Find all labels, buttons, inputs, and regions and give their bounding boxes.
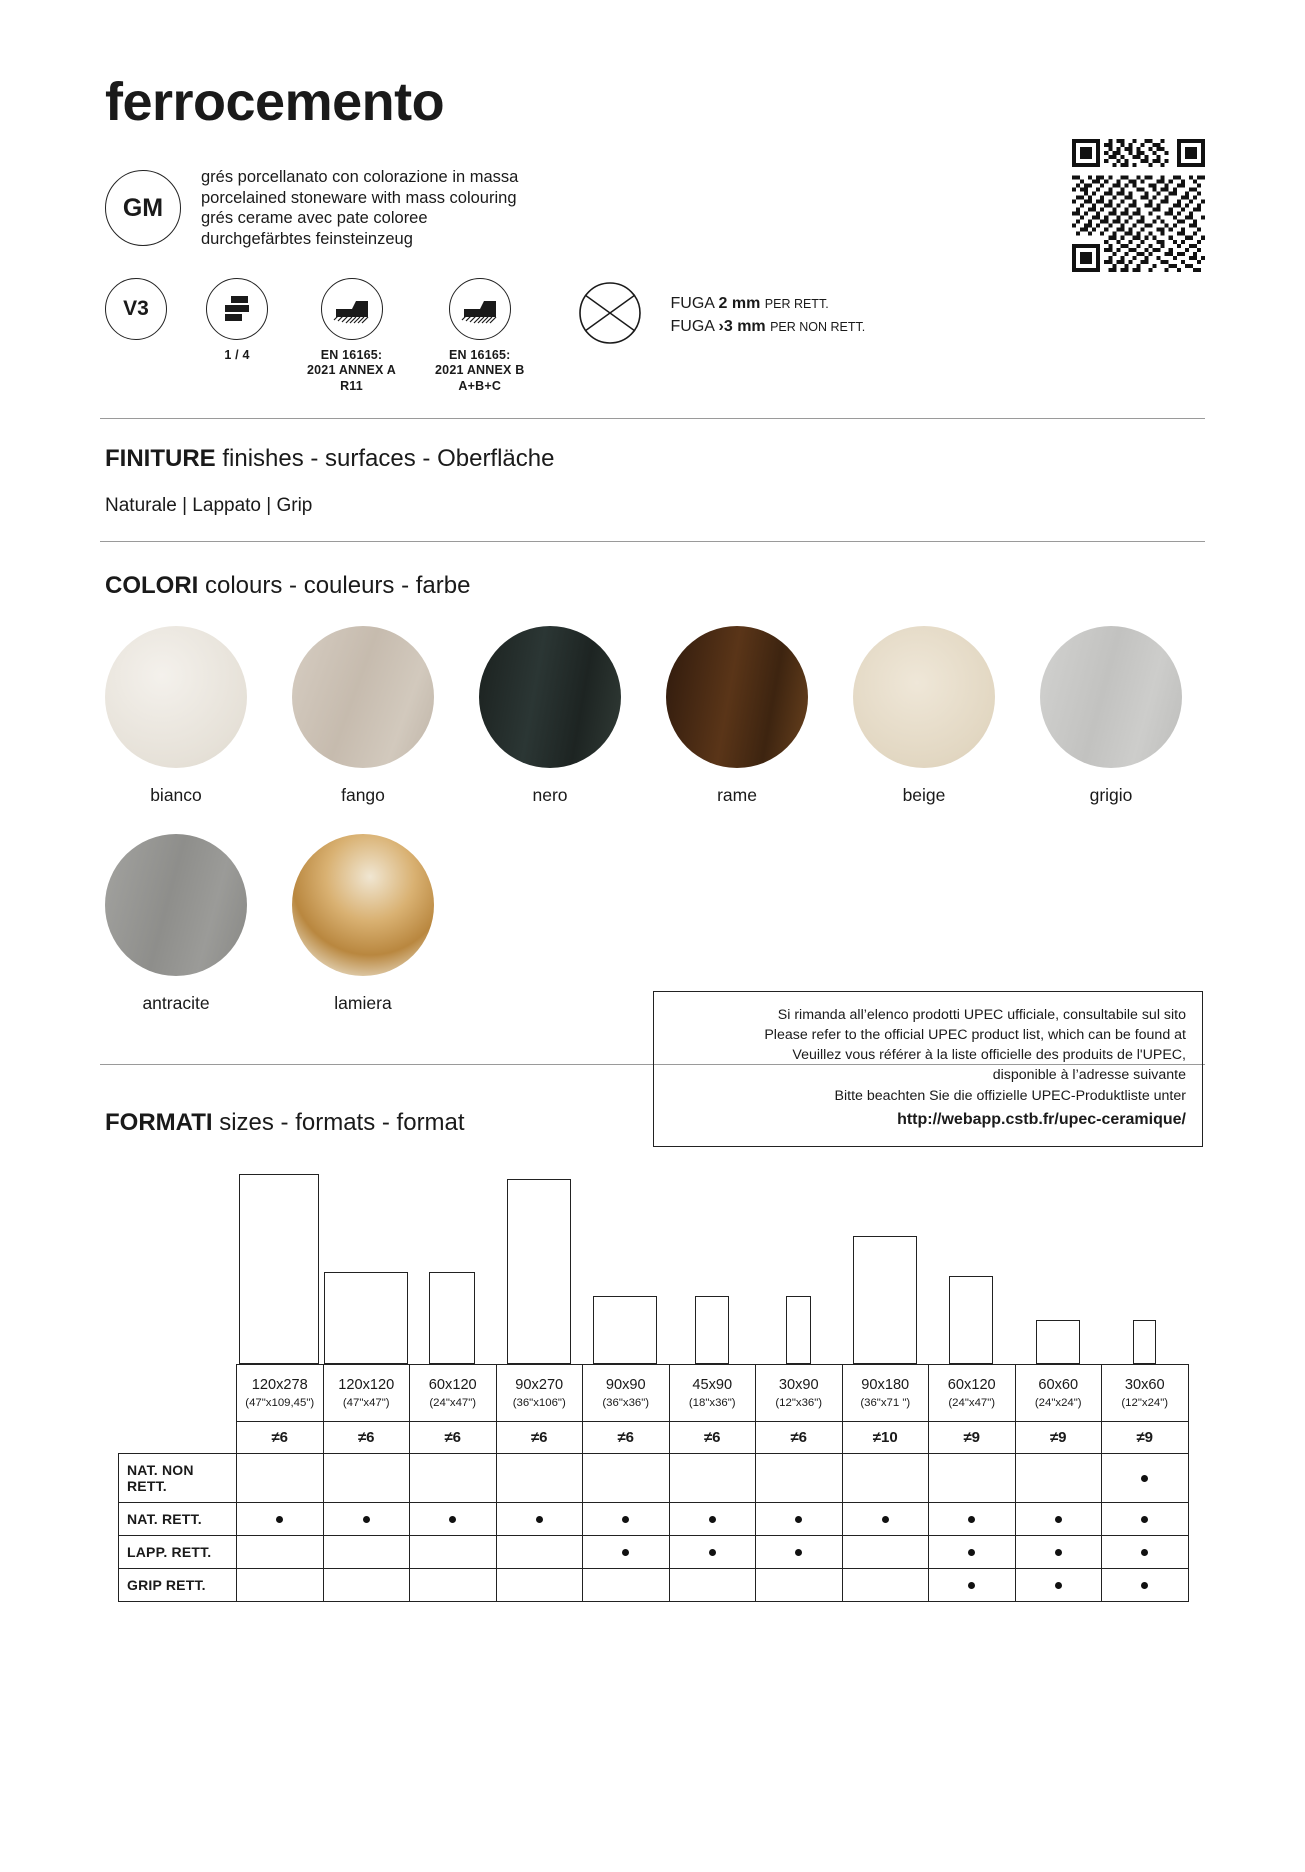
joint-note-2: PER NON RETT. [770,320,866,334]
availability-dot [709,1516,716,1523]
upec-url-link[interactable]: http://webapp.cstb.fr/upec-ceramique/ [897,1110,1186,1128]
finish-row-label: NAT. NON RETT. [119,1454,237,1503]
swatch-disc-bianco [105,626,247,768]
finishes-heading [105,445,1205,473]
thickness-value: ≠6 [583,1422,670,1454]
availability-cell [496,1536,583,1569]
table-row [119,1454,1189,1503]
tile-shape [1133,1320,1156,1364]
availability-dot [1141,1582,1148,1589]
finishes-heading-rest: finishes - surfaces - Oberfläche [215,445,555,473]
availability-cell [842,1503,929,1536]
tile-silhouettes [236,1159,1205,1364]
size-value: 30x90 [778,1377,819,1394]
slip-b-caption [435,348,524,395]
joint-line-2 [671,315,866,338]
size-inches: (47"x47") [342,1397,390,1410]
availability-cell [929,1503,1016,1536]
swatch-disc-beige [853,626,995,768]
tile-cell [755,1296,842,1364]
swatch-label: rame [717,785,757,806]
colours-heading [105,572,1205,600]
tile-cell [409,1272,496,1364]
tile-shape [429,1272,475,1364]
finishes-section [105,445,1205,517]
header-spacer [119,1365,237,1422]
size-inches: (18"x36") [688,1397,736,1410]
slip-a-line1: EN 16165: [320,347,383,362]
size-value: 60x120 [428,1377,477,1394]
availability-cell [583,1569,670,1602]
size-header [929,1365,1016,1422]
table-row [119,1536,1189,1569]
thickness-value: ≠6 [323,1422,410,1454]
product-sheet-page [0,72,1305,1872]
availability-dot [1055,1582,1062,1589]
thickness-value: ≠9 [929,1422,1016,1454]
size-inches: (47"x109,45") [245,1397,315,1410]
availability-cell [323,1536,410,1569]
size-header [756,1365,843,1422]
availability-dot [795,1549,802,1556]
slip-a-line2: 2021 ANNEX A [307,363,397,378]
colour-swatch[interactable] [1040,626,1182,806]
thickness-value: ≠9 [1015,1422,1102,1454]
shoe-sole-icon [321,278,383,340]
gm-badge: GM [105,170,181,246]
thickness-spacer [119,1422,237,1454]
size-inches: (36"x106") [512,1397,566,1410]
thickness-value: ≠6 [410,1422,497,1454]
availability-dot [276,1516,283,1523]
availability-cell [1015,1536,1102,1569]
availability-cell [410,1454,497,1503]
availability-cell [237,1569,324,1602]
availability-cell [410,1569,497,1602]
brick-pattern-icon [206,278,268,340]
availability-dot [968,1516,975,1523]
availability-cell [1102,1536,1189,1569]
swatch-disc-fango [292,626,434,768]
slip-b-line2: 2021 ANNEX B [435,363,525,378]
gm-description [201,167,518,250]
tile-cell [496,1179,583,1364]
availability-cell [1102,1569,1189,1602]
barefoot-icon [449,278,511,340]
availability-dot [1055,1516,1062,1523]
size-header [842,1365,929,1422]
v3-shade-variation [105,278,167,340]
divider-1 [100,418,1205,419]
table-header-thickness [119,1422,1189,1454]
tile-shape [239,1174,319,1364]
size-inches: (36"x71 ") [860,1397,911,1410]
availability-dot [1141,1516,1148,1523]
swatch-label: nero [532,785,568,806]
size-header [323,1365,410,1422]
slip-b-line3: A+B+C [458,378,502,393]
tile-cell [323,1272,410,1364]
size-inches: (24"x24") [1034,1397,1082,1410]
thickness-value: ≠6 [496,1422,583,1454]
sizes-heading-bold: FORMATI [105,1109,213,1137]
tile-shape [853,1236,917,1364]
availability-cell [323,1503,410,1536]
divider-2 [100,541,1205,542]
size-value: 120x120 [338,1377,395,1394]
availability-cell [929,1536,1016,1569]
availability-cell [496,1454,583,1503]
availability-cell [583,1454,670,1503]
availability-dot [622,1549,629,1556]
tile-cell [1101,1320,1188,1364]
gm-line-de: durchgefärbtes feinsteinzeug [201,229,413,248]
swatch-label: fango [341,785,385,806]
modular-label: 1 / 4 [224,347,250,362]
availability-cell [237,1503,324,1536]
availability-cell [1015,1503,1102,1536]
availability-dot [1141,1549,1148,1556]
finish-row-label: LAPP. RETT. [119,1536,237,1569]
availability-cell [583,1503,670,1536]
page-title: ferrocemento [105,72,445,132]
joint-note-1: PER RETT. [764,296,829,311]
tile-cell [928,1276,1015,1364]
finish-row-label: NAT. RETT. [119,1503,237,1536]
swatch-disc-lamiera [292,834,434,976]
technical-icons-row [105,278,1205,395]
size-inches: (24"x47") [948,1397,996,1410]
availability-cell [237,1536,324,1569]
joint-text [671,292,866,338]
size-value: 60x60 [1038,1377,1079,1394]
availability-cell [496,1503,583,1536]
grout-joint-block [571,281,866,350]
colour-swatch[interactable] [105,626,247,806]
swatch-disc-antracite [105,834,247,976]
joint-line-1 [671,292,866,315]
colour-swatch[interactable] [292,626,434,806]
finish-row-label: GRIP RETT. [119,1569,237,1602]
availability-cell [842,1536,929,1569]
upec-line-5: Bitte beachten Sie die offizielle UPEC-Produktliste unter [834,1087,1186,1104]
tile-cell [669,1296,756,1364]
slip-resistance-abc [435,278,524,395]
availability-cell [496,1569,583,1602]
colour-swatch[interactable] [292,834,434,1014]
swatch-disc-rame [666,626,808,768]
swatch-label: antracite [142,993,210,1014]
gm-line-fr: grés cerame avec pate coloree [201,209,428,228]
availability-dot [1141,1475,1148,1482]
swatch-disc-nero [479,626,621,768]
availability-cell [1102,1503,1189,1536]
tile-cell [582,1296,669,1364]
availability-cell [323,1569,410,1602]
colour-swatch[interactable] [853,626,995,806]
size-value: 30x60 [1124,1377,1165,1394]
colour-swatch[interactable] [105,834,247,1014]
modular-laying-icon [206,278,268,364]
availability-dot [622,1516,629,1523]
availability-dot [1055,1549,1062,1556]
colour-swatch-row-2 [105,834,1205,1014]
availability-dot [968,1582,975,1589]
tile-shape [1036,1320,1080,1364]
size-value: 90x180 [861,1377,910,1394]
size-inches: (36"x36") [602,1397,650,1410]
upec-line-4: disponible à l’adresse suivante [992,1067,1186,1084]
joint-icon [571,281,649,350]
swatch-label: bianco [150,785,202,806]
availability-dot [363,1516,370,1523]
table-row [119,1503,1189,1536]
availability-cell [410,1536,497,1569]
thickness-value: ≠6 [237,1422,324,1454]
availability-cell [1102,1454,1189,1503]
size-header [669,1365,756,1422]
availability-cell [410,1503,497,1536]
colours-heading-rest: colours - couleurs - farbe [198,572,471,600]
availability-cell [929,1569,1016,1602]
upec-notice [653,991,1203,1147]
availability-cell [842,1454,929,1503]
thickness-value: ≠9 [1102,1422,1189,1454]
size-header [1102,1365,1189,1422]
availability-cell [583,1536,670,1569]
availability-dot [795,1516,802,1523]
availability-cell [237,1454,324,1503]
upec-line-2: Please refer to the official UPEC product list, which can be found at [764,1027,1186,1044]
size-inches: (12"x36") [775,1397,823,1410]
finishes-list: Naturale | Lappato | Grip [105,495,313,517]
size-header [496,1365,583,1422]
availability-cell [669,1569,756,1602]
swatch-label: grigio [1089,785,1133,806]
thickness-value: ≠10 [842,1422,929,1454]
joint-label-1: FUGA [670,294,715,312]
gm-line-en: porcelained stoneware with mass colouring [201,188,517,207]
joint-label-2: FUGA [670,318,715,335]
sizes-chart [100,1159,1205,1602]
colour-swatch-row-1 [105,626,1205,806]
qr-code-icon [1072,139,1205,272]
sizes-table [118,1364,1189,1602]
thickness-value: ≠6 [669,1422,756,1454]
colour-swatch[interactable] [479,626,621,806]
joint-value-1: 2 mm [718,294,761,312]
tile-shape [593,1296,657,1364]
slip-a-caption [307,348,396,395]
size-value: 90x270 [515,1377,564,1394]
size-value: 60x120 [947,1377,996,1394]
size-inches: (12"x24") [1121,1397,1169,1410]
slip-resistance-r11 [307,278,396,395]
v3-badge: V3 [105,278,167,340]
swatch-disc-grigio [1040,626,1182,768]
table-header-sizes [119,1365,1189,1422]
gm-line-it: grés porcellanato con colorazione in massa [201,168,519,186]
size-header [1015,1365,1102,1422]
availability-cell [756,1503,843,1536]
sizes-heading-rest: sizes - formats - format [212,1109,465,1137]
table-row [119,1569,1189,1602]
size-header [410,1365,497,1422]
availability-cell [669,1503,756,1536]
finishes-heading-bold: FINITURE [105,445,216,473]
size-value: 120x278 [251,1377,308,1394]
availability-cell [323,1454,410,1503]
availability-cell [669,1454,756,1503]
swatch-label: beige [902,785,946,806]
slip-b-line1: EN 16165: [448,347,511,362]
availability-cell [1015,1569,1102,1602]
availability-cell [929,1454,1016,1503]
size-value: 90x90 [605,1377,646,1394]
availability-dot [968,1549,975,1556]
material-type-block [105,167,1205,250]
availability-cell [1015,1454,1102,1503]
size-value: 45x90 [692,1377,733,1394]
size-inches: (24"x47") [429,1397,477,1410]
availability-dot [536,1516,543,1523]
availability-cell [669,1536,756,1569]
tile-shape [324,1272,408,1364]
tile-cell [1015,1320,1102,1364]
joint-value-2: ›3 mm [718,318,766,335]
tile-shape [786,1296,811,1364]
tile-shape [507,1179,571,1364]
tile-shape [949,1276,993,1364]
upec-line-3: Veuillez vous référer à la liste officielle des produits de l'UPEC, [792,1047,1186,1064]
availability-dot [882,1516,889,1523]
upec-line-1: Si rimanda all’elenco prodotti UPEC ufficiale, consultabile sul sito [777,1007,1186,1023]
availability-cell [756,1536,843,1569]
colours-heading-bold: COLORI [105,572,199,600]
size-header [237,1365,324,1422]
slip-a-line3: R11 [340,378,363,393]
swatch-label: lamiera [334,993,392,1014]
colour-swatch[interactable] [666,626,808,806]
size-header [583,1365,670,1422]
availability-cell [756,1454,843,1503]
availability-cell [756,1569,843,1602]
availability-dot [449,1516,456,1523]
tile-cell [842,1236,929,1364]
availability-cell [842,1569,929,1602]
availability-dot [709,1549,716,1556]
tile-shape [695,1296,729,1364]
tile-cell [236,1174,323,1364]
thickness-value: ≠6 [756,1422,843,1454]
